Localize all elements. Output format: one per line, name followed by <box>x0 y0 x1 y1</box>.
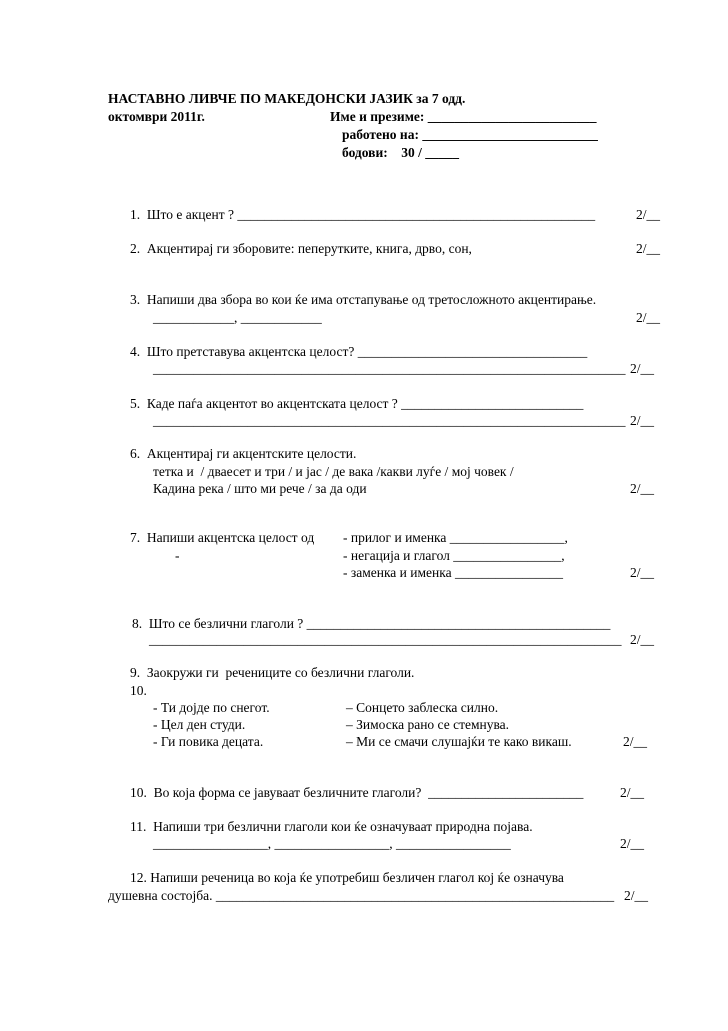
question-1: 1. Што е акцент ? _____________________________________________________ <box>130 207 596 222</box>
points-field: бодови: 30 / _____ <box>342 145 459 160</box>
question-4: 4. Што претставува акцентска целост? __________________________________ <box>130 344 588 359</box>
question-11-points: 2/__ <box>620 836 645 851</box>
question-11: 11. Напиши три безлични глаголи кои ќе означуваат природна појава. <box>130 819 533 834</box>
question-5: 5. Каде паѓа акцентот во акцентската целост ? ___________________________ <box>130 396 584 411</box>
question-5-answer-line: ______________________________________________________________________ <box>153 413 626 428</box>
question-12: 12. Напиши реченица во која ќе употребиш безличен глагол кој ќе означува <box>130 870 564 885</box>
question-8-points: 2/__ <box>630 632 655 647</box>
question-6-line-3: Кадина река / што ми рече / за да оди <box>153 481 367 496</box>
sentence-left-3: - Ги повика децата. <box>153 734 264 749</box>
sentence-right-2: – Зимоска рано се стемнува. <box>346 717 510 732</box>
question-10: 10. Во која форма се јавуваат безличните глаголи? _______________________ <box>130 785 584 800</box>
date-label: октомври 2011г. <box>108 109 205 124</box>
question-4-answer-line: ______________________________________________________________________ <box>153 361 626 376</box>
question-6-points: 2/__ <box>630 481 655 496</box>
name-field: Име и презиме: _________________________ <box>330 109 597 124</box>
question-1-points: 2/__ <box>636 207 661 222</box>
page-title: НАСТАВНО ЛИВЧЕ ПО МАКЕДОНСКИ ЈАЗИК за 7 одд. <box>108 91 466 106</box>
sentence-right-3: – Ми се смачи слушајќи те како викаш. <box>346 734 572 749</box>
question-4-points: 2/__ <box>630 361 655 376</box>
question-3: 3. Напиши два збора во кои ќе има отстапување од третосложното акцентирање. <box>130 292 597 307</box>
worked-on-field: работено на: __________________________ <box>342 127 598 142</box>
question-6: 6. Акцентирај ги акцентските целости. <box>130 446 357 461</box>
question-9-points: 2/__ <box>623 734 648 749</box>
question-10-points: 2/__ <box>620 785 645 800</box>
question-11-answer-line: _________________, _________________, _________________ <box>153 836 511 851</box>
question-5-points: 2/__ <box>630 413 655 428</box>
question-8: 8. Што се безлични глаголи ? _____________________________________________ <box>132 616 611 631</box>
question-3-answer-line: ____________, ____________ <box>153 310 322 325</box>
question-10-number: 10. <box>130 683 147 698</box>
question-7-points: 2/__ <box>630 565 655 580</box>
sentence-left-2: - Цел ден студи. <box>153 717 246 732</box>
question-7: 7. Напиши акцентска целост од <box>130 530 315 545</box>
sentence-left-1: - Ти дојде по снегот. <box>153 700 270 715</box>
question-2: 2. Акцентирај ги зборовите: пеперутките, книга, дрво, сон, <box>130 241 472 256</box>
question-12-points: 2/__ <box>624 888 649 903</box>
question-3-points: 2/__ <box>636 310 661 325</box>
question-6-line-2: тетка и / дваесет и три / и јас / де вака /какви луѓе / мој човек / <box>153 464 514 479</box>
question-9: 9. Заокружи ги речениците со безлични глаголи. <box>130 665 415 680</box>
question-8-answer-line: ______________________________________________________________________ <box>149 632 622 647</box>
question-7-dash: - <box>175 548 180 563</box>
question-12-answer-line: душевна состојба. ___________________________________________________________ <box>108 888 615 903</box>
sentence-right-1: – Сонцето заблеска силно. <box>346 700 499 715</box>
question-7-option-2: - негација и глагол ________________, <box>343 548 565 563</box>
question-2-points: 2/__ <box>636 241 661 256</box>
question-7-option-3: - заменка и именка ________________ <box>343 565 563 580</box>
question-7-option-1: - прилог и именка _________________, <box>343 530 568 545</box>
